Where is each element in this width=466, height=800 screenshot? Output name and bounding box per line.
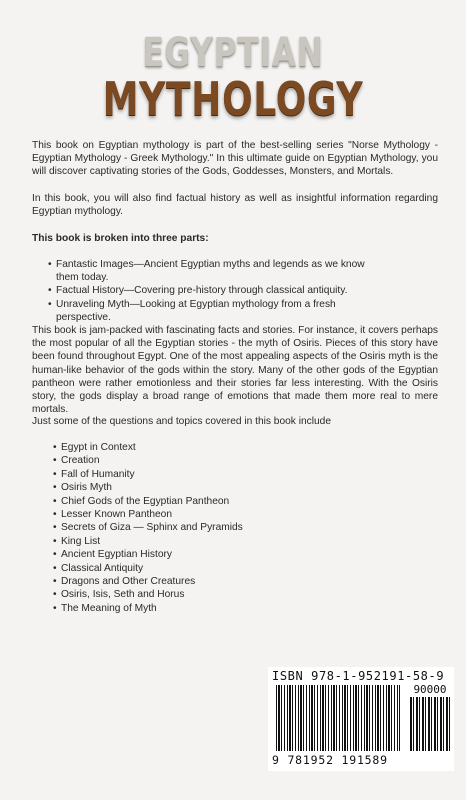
isbn-text: ISBN 978-1-952191-58-9: [272, 669, 445, 683]
title-line-1: EGYPTIAN: [142, 30, 324, 76]
body-paragraph: [32, 324, 438, 416]
parts-list: [50, 258, 390, 324]
body-text: This book is jam-packed with fascinating facts and stories. For instance, it covers perhaps the most popular of all the Egyptian stories - the myth of Osiris. Pieces of this story have been found throughout Egypt. One of the most appealing aspects of the Osiris myth is the human-like behavior of the gods within the story. Many of the other gods of the Egyptian pantheon were rather emotionless and their stories far less interesting. With the Osiris story, the gods display a broad range of emotions that made them more real to mere mortals.: [32, 325, 438, 416]
list-item: • Osiris, Isis, Seth and Horus: [55, 588, 355, 601]
intro-text-2: In this book, you will also find factual history as well as insightful information regarding Egyptian mythology.: [32, 193, 438, 218]
barcode-bars: [276, 685, 400, 751]
topics-list: [55, 441, 355, 615]
list-item: • Lesser Known Pantheon: [55, 508, 355, 521]
list-item: • Ancient Egyptian History: [55, 548, 355, 561]
isbn-barcode: [268, 667, 454, 771]
ean-text: 9 781952 191589: [272, 753, 388, 767]
list-item: • The Meaning of Myth: [55, 602, 355, 615]
list-item: • Chief Gods of the Egyptian Pantheon: [55, 495, 355, 508]
list-item: • Creation: [55, 454, 355, 467]
list-item: • Dragons and Other Creatures: [55, 575, 355, 588]
parts-heading: This book is broken into three parts:: [32, 233, 209, 244]
list-item: • Fall of Humanity: [55, 468, 355, 481]
list-item: • Fantastic Images—Ancient Egyptian myths and legends as we know them today.: [50, 258, 390, 284]
list-item: • King List: [55, 535, 355, 548]
intro-text-1: This book on Egyptian mythology is part of the best-selling series "Norse Mythology - Egyptian Mythology - Greek Mythology." In this ultimate guide on Egyptian Mythology, you will discover captivating stories of the Gods, Goddesses, Monsters, and Mortals.: [32, 140, 438, 178]
topics-heading: Just some of the questions and topics covered in this book include: [32, 416, 332, 427]
intro-paragraph-2: [32, 192, 438, 218]
list-item: • Egypt in Context: [55, 441, 355, 454]
title-line-2: MYTHOLOGY: [102, 72, 364, 126]
list-item: • Factual History—Covering pre-history through classical antiquity.: [50, 284, 390, 297]
list-item: • Unraveling Myth—Looking at Egyptian mythology from a fresh perspective.: [50, 298, 390, 324]
barcode-addon-bars: [410, 697, 450, 751]
list-item: • Classical Antiquity: [55, 562, 355, 575]
list-item: • Osiris Myth: [55, 481, 355, 494]
intro-paragraph-1: [32, 139, 438, 179]
list-item: • Secrets of Giza — Sphinx and Pyramids: [55, 521, 355, 534]
barcode-addon-text: 90000: [413, 683, 447, 696]
